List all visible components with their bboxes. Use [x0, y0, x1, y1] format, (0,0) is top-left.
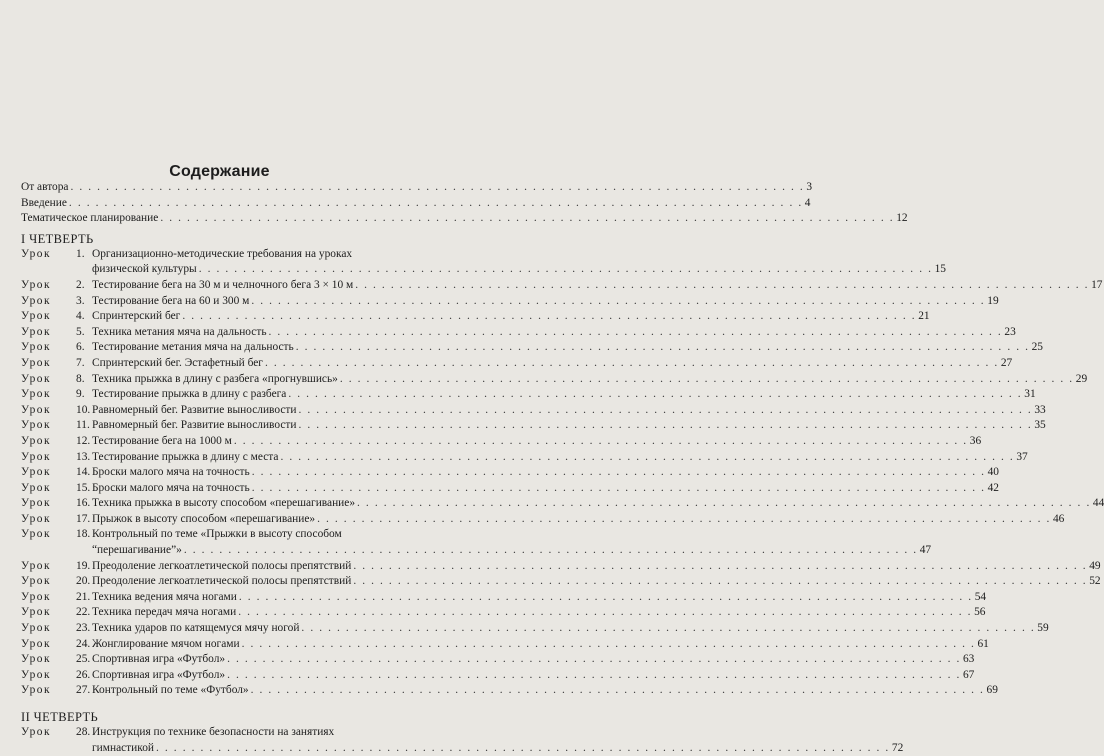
lesson-label: Урок: [21, 606, 51, 619]
toc-entry-text: Жонглирование мячом ногами: [92, 637, 240, 650]
toc-entry-text: Инструкция по технике безопасности на занятиях: [92, 726, 335, 738]
lesson-label: Урок: [21, 247, 51, 260]
toc-entry-text: Техника ударов по катящемуся мячу ногой: [92, 622, 300, 635]
leader-dots: [252, 465, 986, 481]
lesson-number: 1.: [76, 247, 85, 260]
lesson-number: 12.: [76, 434, 91, 447]
leader-dots: [69, 196, 803, 212]
toc-entry-text: Тестирование бега на 60 и 300 м: [92, 294, 250, 307]
toc-entry-text: Контрольный по теме «Прыжки в высоту способом: [92, 528, 342, 541]
lesson-number: 5.: [76, 325, 85, 338]
lesson-label: Урок: [21, 668, 51, 681]
lesson-label: Урок: [21, 622, 51, 635]
lesson-label: Урок: [21, 512, 51, 525]
lesson-label: Урок: [21, 278, 51, 291]
toc-page-number: 36: [969, 434, 982, 447]
toc-entry-lesson-4[interactable]: [21, 309, 930, 325]
toc-entry-lesson-17[interactable]: [21, 512, 1065, 528]
lesson-label: Урок: [21, 372, 51, 385]
toc-entry-text: Тестирование прыжка в длину с места: [92, 450, 279, 463]
toc-entry-lesson-23[interactable]: [21, 621, 1049, 637]
toc-entry-text: Техника прыжка в высоту способом «перешагивание»: [92, 497, 356, 510]
leader-dots: [265, 356, 999, 372]
lesson-label: Урок: [21, 341, 51, 354]
lesson-number: 21.: [76, 590, 91, 603]
toc-entry-lesson-7[interactable]: [21, 356, 1013, 372]
toc-entry-text: Преодоление легкоатлетической полосы препятствий: [92, 575, 352, 588]
lesson-number: 14.: [76, 466, 91, 479]
toc-entry-text: Броски малого мяча на точность: [92, 481, 250, 494]
toc-page-number: 12: [896, 212, 908, 225]
lesson-number: 2.: [76, 278, 85, 291]
toc-entry-text-cont: гимнастикой: [92, 741, 155, 754]
toc-entry-lesson-16[interactable]: [21, 496, 1104, 512]
toc-entry-text: Тестирование метания мяча на дальность: [92, 341, 294, 354]
toc-entry-text: Контрольный по теме «Футбол»: [92, 684, 249, 697]
toc-page-number: 67: [962, 668, 975, 681]
toc-entry-text: Тестирование бега на 1000 м: [92, 434, 232, 447]
leader-dots: [234, 434, 968, 450]
toc-entry-text: Спортивная игра «Футбол»: [92, 653, 226, 666]
toc-entry-text: Техника передач мяча ногами: [92, 606, 237, 619]
toc-page-number: 69: [986, 684, 998, 697]
lesson-label: Урок: [21, 310, 51, 323]
lesson-label: Урок: [21, 684, 51, 697]
toc-page-number: 72: [891, 741, 904, 754]
toc-page-number: 21: [918, 310, 930, 323]
leader-dots: [296, 340, 1030, 356]
leader-dots: [227, 668, 961, 684]
leader-dots: [269, 325, 1003, 341]
toc-page-number: 63: [962, 653, 975, 666]
toc-page-number: 52: [1089, 575, 1101, 588]
leader-dots: [251, 294, 985, 310]
toc-entry-lesson-1[interactable]: [21, 247, 429, 263]
toc-entry-planning[interactable]: [21, 211, 908, 227]
toc-page-number: 4: [804, 196, 811, 209]
toc-entry-lesson-25[interactable]: [21, 652, 975, 668]
leader-dots: [242, 637, 976, 653]
toc-entry-lesson-3[interactable]: [21, 294, 999, 310]
toc-entry-text: Техника прыжка в длину с разбега «прогнувшись»: [92, 372, 338, 385]
lesson-number: 26.: [76, 668, 91, 681]
lesson-number: 3.: [76, 294, 85, 307]
toc-entry-text-cont: “перешагивание”»: [92, 544, 182, 557]
leader-dots: [199, 262, 933, 278]
leader-dots: [280, 450, 1014, 466]
toc-page-number: 35: [1034, 419, 1046, 432]
lesson-label: Урок: [21, 419, 51, 432]
toc-entry-text: Спринтерский бег: [92, 310, 181, 323]
toc-entry-lesson-1-cont[interactable]: [21, 262, 946, 278]
lesson-label: Урок: [21, 450, 51, 463]
lesson-label: Урок: [21, 356, 51, 369]
toc-entry-lesson-21[interactable]: [21, 590, 987, 606]
leader-dots: [317, 512, 1051, 528]
toc-page-number: 25: [1031, 341, 1043, 354]
toc-page-number: 61: [977, 637, 989, 650]
lesson-number: 27.: [76, 684, 91, 697]
toc-page-number: 19: [987, 294, 999, 307]
lesson-label: Урок: [21, 726, 51, 738]
lesson-number: 15.: [76, 481, 91, 494]
lesson-number: 19.: [76, 559, 91, 572]
toc-page-number: 47: [919, 544, 932, 557]
toc-page-number: 29: [1075, 372, 1088, 385]
toc-entry-lesson-26[interactable]: [21, 668, 975, 684]
toc-entry-lesson-12[interactable]: [21, 434, 982, 450]
toc-entry-text: От автора: [21, 181, 69, 193]
lesson-label: Урок: [21, 559, 51, 572]
leader-dots: [353, 559, 1087, 575]
lesson-label: Урок: [21, 528, 51, 541]
lesson-number: 11.: [76, 419, 90, 432]
toc-entry-text: Спортивная игра «Футбол»: [92, 668, 226, 681]
leader-dots: [340, 372, 1074, 388]
leader-dots: [288, 387, 1022, 403]
toc-page-number: 40: [987, 466, 999, 479]
toc-entry-author[interactable]: [21, 180, 813, 196]
toc-entry-lesson-28[interactable]: [21, 725, 429, 741]
leader-dots: [160, 211, 894, 227]
lesson-number: 24.: [76, 637, 91, 650]
toc-entry-lesson-9[interactable]: [21, 387, 1036, 403]
lesson-label: Урок: [21, 653, 51, 666]
toc-entry-text: Спринтерский бег. Эстафетный бег: [92, 356, 263, 369]
toc-page-number: 23: [1004, 325, 1016, 338]
toc-entry-lesson-14[interactable]: [21, 465, 999, 481]
leader-dots: [70, 180, 804, 196]
toc-page-number: 31: [1024, 388, 1036, 401]
leader-dots: [239, 590, 973, 606]
lesson-label: Урок: [21, 575, 51, 588]
toc-page-number: 27: [1000, 356, 1013, 369]
toc-entry-text: Тестирование бега на 30 м и челночного бега 3 × 10 м: [92, 278, 354, 291]
toc-entry-lesson-27[interactable]: [21, 683, 998, 699]
quarter-heading-1: I ЧЕТВЕРТЬ: [21, 231, 94, 246]
toc-entry-text: Техника метания мяча на дальность: [92, 325, 267, 338]
toc-entry-text-cont: физической культуры: [92, 263, 197, 276]
toc-entry-lesson-5[interactable]: [21, 325, 1016, 341]
leader-dots: [238, 605, 972, 621]
lesson-number: 17.: [76, 512, 91, 525]
toc-entry-lesson-22[interactable]: [21, 605, 986, 621]
leader-dots: [353, 574, 1087, 590]
toc-entry-text: Техника ведения мяча ногами: [92, 590, 237, 603]
leader-dots: [182, 309, 916, 325]
lesson-number: 8.: [76, 372, 85, 385]
toc-entry-lesson-18-cont[interactable]: [21, 543, 932, 559]
toc-entry-lesson-2[interactable]: [21, 278, 1103, 294]
lesson-number: 7.: [76, 356, 85, 369]
toc-entry-lesson-15[interactable]: [21, 481, 999, 497]
toc-entry-text: Тематическое планирование: [21, 212, 159, 225]
toc-page-number: 37: [1016, 450, 1028, 463]
lesson-label: Урок: [21, 434, 51, 447]
toc-page-number: 42: [987, 481, 999, 494]
toc-page-number: 56: [974, 606, 986, 619]
toc-entry-lesson-28-cont[interactable]: [21, 741, 904, 756]
section-spacer: [21, 699, 429, 705]
lesson-label: Урок: [21, 637, 51, 650]
lesson-label: Урок: [21, 466, 51, 479]
lesson-number: 6.: [76, 341, 85, 354]
lesson-number: 4.: [76, 310, 85, 323]
lesson-number: 13.: [76, 450, 91, 463]
lesson-label: Урок: [21, 403, 51, 416]
toc-entry-text: Преодоление легкоатлетической полосы препятствий: [92, 559, 352, 572]
toc-entry-lesson-8[interactable]: [21, 372, 1088, 388]
leader-dots: [251, 683, 985, 699]
leader-dots: [298, 403, 1032, 419]
toc-entry-text: Равномерный бег. Развитие выносливости: [92, 403, 297, 416]
leader-dots: [227, 652, 961, 668]
toc-entry-lesson-18[interactable]: [21, 527, 429, 543]
lesson-number: 10.: [76, 403, 91, 416]
toc-page-number: 49: [1089, 559, 1101, 572]
toc-page-number: 17: [1091, 278, 1103, 291]
toc-entry-text: Прыжок в высоту способом «перешагивание»: [92, 512, 316, 525]
toc-entry-lesson-6[interactable]: [21, 340, 1043, 356]
lesson-label: Урок: [21, 388, 51, 401]
leader-dots: [301, 621, 1035, 637]
lesson-number: 22.: [76, 606, 91, 619]
lesson-number: 23.: [76, 622, 91, 635]
lesson-number: 16.: [76, 497, 91, 510]
page-title: Содержание: [169, 163, 270, 180]
leader-dots: [357, 496, 1091, 512]
leader-dots: [355, 278, 1089, 294]
lesson-label: Урок: [21, 497, 51, 510]
lesson-number: 18.: [76, 528, 91, 541]
table-of-contents: [21, 180, 1104, 756]
toc-page-number: 46: [1052, 512, 1065, 525]
toc-entry-lesson-13[interactable]: [21, 450, 1028, 466]
toc-page-number: 3: [806, 181, 813, 193]
toc-page-number: 54: [974, 590, 987, 603]
toc-entry-text: Броски малого мяча на точность: [92, 466, 250, 479]
quarter-heading-2: II ЧЕТВЕРТЬ: [21, 710, 99, 724]
toc-page-number: 33: [1034, 403, 1046, 416]
toc-entry-lesson-19[interactable]: [21, 559, 1101, 575]
lesson-number: 25.: [76, 653, 91, 666]
toc-entry-lesson-24[interactable]: [21, 637, 989, 653]
leader-dots: [184, 543, 918, 559]
lesson-label: Урок: [21, 590, 51, 603]
toc-page-number: 59: [1037, 622, 1049, 635]
lesson-number: 20.: [76, 575, 91, 588]
toc-entry-text: Равномерный бег. Развитие выносливости: [92, 419, 297, 432]
leader-dots: [156, 741, 890, 756]
toc-entry-text: Организационно-методические требования на уроках: [92, 247, 353, 260]
leader-dots: [298, 418, 1032, 434]
lesson-label: Урок: [21, 481, 51, 494]
toc-entry-lesson-11[interactable]: [21, 418, 1046, 434]
leader-dots: [252, 481, 986, 497]
lesson-number: 28.: [76, 726, 91, 738]
toc-page-number: 15: [934, 263, 946, 276]
toc-entry-lesson-20[interactable]: [21, 574, 1101, 590]
lesson-label: Урок: [21, 294, 51, 307]
lesson-label: Урок: [21, 325, 51, 338]
toc-entry-lesson-10[interactable]: [21, 403, 1046, 419]
toc-entry-intro[interactable]: [21, 196, 811, 212]
lesson-number: 9.: [76, 388, 85, 401]
toc-entry-text: Введение: [21, 196, 67, 209]
toc-entry-text: Тестирование прыжка в длину с разбега: [92, 388, 287, 401]
toc-page-number: 44: [1092, 497, 1104, 510]
